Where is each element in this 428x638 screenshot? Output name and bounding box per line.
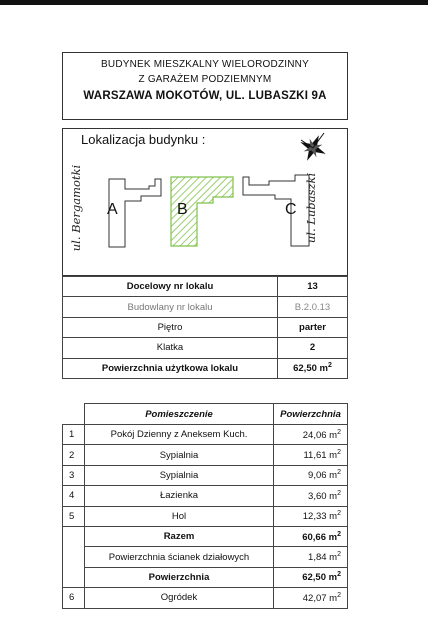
total-value: 60,66 $m^2$ (274, 526, 348, 546)
room-area: 11,61 $m^2$ (274, 445, 348, 465)
area-value: 62,50 $m^2$ (274, 567, 348, 587)
area-unit-exponent: 2 (327, 362, 332, 370)
apartment-info-table (62, 276, 348, 379)
blank-cell (63, 547, 85, 567)
compass-rose-icon (294, 129, 331, 166)
room-area: 9,06 $m^2$ (274, 465, 348, 485)
room-area: 24,06 $m^2$ (274, 425, 348, 445)
staircase-value: 2 (278, 338, 348, 358)
area-unit: m (319, 363, 328, 375)
room-name: Sypialnia (85, 445, 274, 465)
usable-area-number: 62,50 (293, 363, 317, 375)
header-line-1: BUDYNEK MIESZKALNY WIELORODZINNY (101, 59, 309, 70)
table-row (63, 486, 348, 506)
room-name: Pokój Dzienny z Aneksem Kuch. (85, 425, 274, 445)
room-number: 3 (63, 465, 85, 485)
table-row (63, 465, 348, 485)
room-number: 2 (63, 445, 85, 465)
staircase-label: Klatka (63, 338, 278, 358)
table-row (63, 358, 348, 378)
table-row (63, 338, 348, 358)
top-border (0, 0, 428, 5)
usable-area-value (278, 358, 348, 378)
walls-value: 1,84 $m^2$ (274, 547, 348, 567)
room-area: 12,33 $m^2$ (274, 506, 348, 526)
room-name: Hol (85, 506, 274, 526)
room-name: Ogródek (85, 588, 274, 608)
street-label-lubaszki: ul. Lubaszki (304, 172, 319, 244)
location-title: Lokalizacja budynku : (81, 132, 206, 147)
table-row (63, 506, 348, 526)
walls-row (63, 547, 348, 567)
blank-cell (63, 567, 85, 587)
usable-area-label: Powierzchnia użytkowa lokalu (63, 358, 278, 378)
room-name: Sypialnia (85, 465, 274, 485)
construction-number-label: Budowlany nr lokalu (63, 297, 278, 317)
room-name: Łazienka (85, 486, 274, 506)
table-header-row (63, 404, 348, 425)
building-c-outline (243, 175, 309, 246)
header-address: WARSZAWA MOKOTÓW, UL. LUBASZKI 9A (83, 90, 327, 102)
header-line-2: Z GARAŻEM PODZIEMNYM (138, 74, 272, 85)
room-number: 6 (63, 588, 85, 608)
table-row (63, 588, 348, 608)
room-area: 3,60 $m^2$ (274, 486, 348, 506)
area-label: Powierzchnia (85, 567, 274, 587)
area-row (63, 567, 348, 587)
target-number-label: Docelowy nr lokalu (63, 277, 278, 297)
street-label-bergamotki: ul. Bergamotki (69, 164, 84, 252)
total-label: Razem (85, 526, 274, 546)
floor-label: Piętro (63, 317, 278, 337)
table-row (63, 277, 348, 297)
table-row (63, 297, 348, 317)
building-label-a: A (107, 201, 118, 218)
room-area: 42,07 $m^2$ (274, 588, 348, 608)
blank-cell (63, 526, 85, 546)
table-row (63, 317, 348, 337)
room-number: 4 (63, 486, 85, 506)
table-row (63, 445, 348, 465)
target-number-value: 13 (278, 277, 348, 297)
header-blank-cell (63, 404, 85, 425)
table-row (63, 425, 348, 445)
project-header (62, 52, 348, 120)
room-number: 1 (63, 425, 85, 445)
walls-label: Powierzchnia ścianek działowych (85, 547, 274, 567)
building-label-c: C (285, 201, 297, 218)
rooms-table (62, 403, 348, 609)
building-label-b: B (177, 201, 188, 218)
column-header-area: Powierzchnia (274, 404, 348, 425)
column-header-room: Pomieszczenie (85, 404, 274, 425)
floor-value: parter (278, 317, 348, 337)
construction-number-value: B.2.0.13 (278, 297, 348, 317)
total-row (63, 526, 348, 546)
room-number: 5 (63, 506, 85, 526)
location-plan (62, 128, 348, 276)
